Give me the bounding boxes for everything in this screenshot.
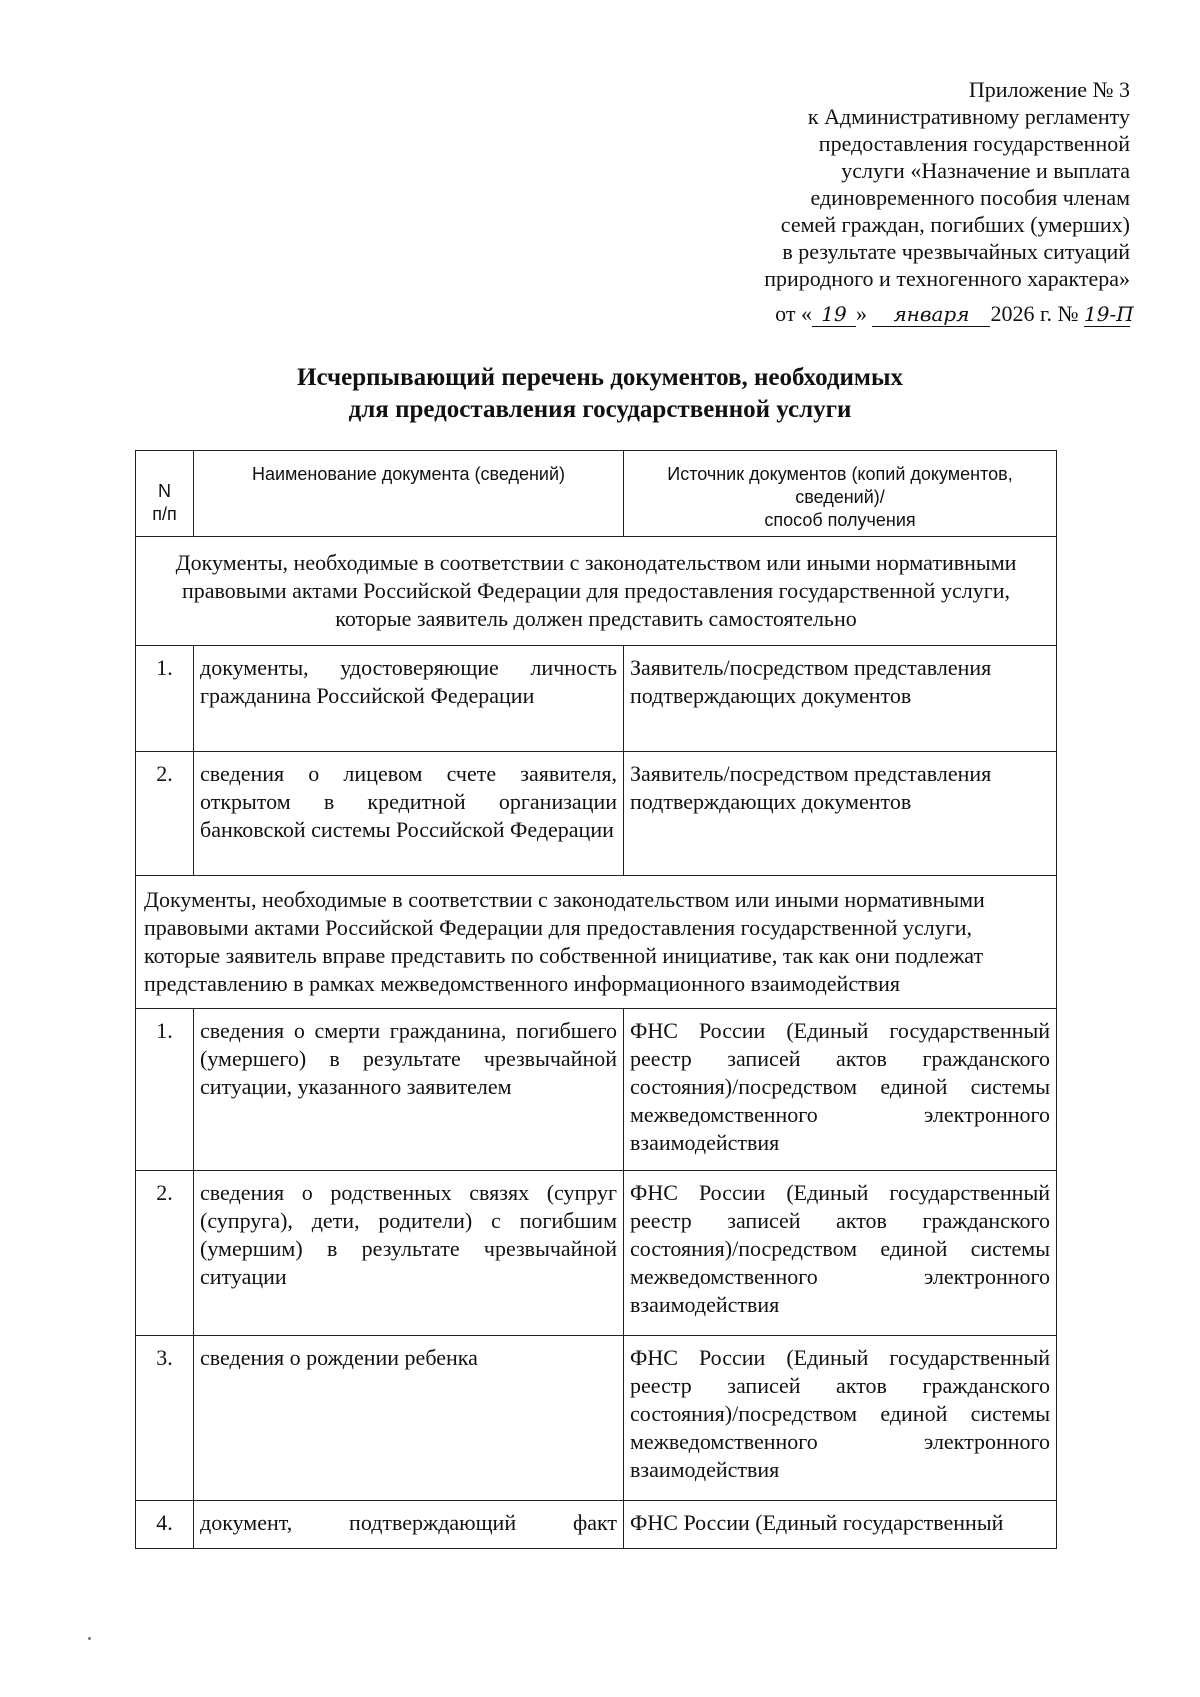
row-name: документ, подтверждающий факт — [194, 1501, 624, 1549]
table-row — [136, 1171, 1057, 1336]
row-name: сведения о родственных связях (супруг (супруга), дети, родители) с погибшим (умершим) в результате чрезвычайной ситуации — [194, 1171, 624, 1336]
table-row — [136, 1336, 1057, 1501]
row-source: ФНС России (Единый государственный реестр записей актов гражданского состояния)/посредством единой системы межведомственного электронного взаимодействия — [624, 1009, 1057, 1171]
appendix-line: природного и техногенного характера» — [764, 266, 1130, 291]
header-source-line-3: способ получения — [764, 510, 916, 530]
table-row — [136, 646, 1057, 752]
date-day-handwritten: 19 — [812, 302, 856, 327]
date-prefix: от « — [775, 301, 812, 326]
table-row — [136, 752, 1057, 876]
row-name: сведения о смерти гражданина, погибшего (умершего) в результате чрезвычайной ситуации, указанного заявителем — [194, 1009, 624, 1171]
document-number-handwritten: 19-П — [1084, 294, 1130, 327]
appendix-line: к Административному регламенту — [807, 104, 1130, 129]
date-month-handwritten: января — [872, 302, 990, 327]
header-num-line-1: N — [158, 481, 171, 501]
header-num-line-2: п/п — [152, 504, 177, 524]
section-row — [136, 537, 1057, 646]
header-name: Наименование документа (сведений) — [194, 451, 624, 537]
table-row — [136, 1009, 1057, 1171]
date-year: 2026 г. № — [990, 301, 1079, 326]
row-source: ФНС России (Единый государственный реестр записей актов гражданского состояния)/посредством единой системы межведомственного электронного взаимодействия — [624, 1171, 1057, 1336]
date-mid: » — [855, 301, 867, 326]
documents-table — [135, 450, 1057, 1549]
appendix-header — [690, 76, 1134, 327]
appendix-line: семей граждан, погибших (умерших) — [780, 212, 1130, 237]
row-num: 4. — [136, 1501, 194, 1549]
appendix-date-line — [690, 294, 1134, 327]
table-header-row — [136, 451, 1057, 537]
appendix-line: услуги «Назначение и выплата — [841, 158, 1130, 183]
appendix-line: Приложение № 3 — [968, 77, 1130, 102]
row-name: сведения о лицевом счете заявителя, открытом в кредитной организации банковской системы Российской Федерации — [194, 752, 624, 876]
header-source-line-2: сведений)/ — [795, 487, 885, 507]
appendix-line: в результате чрезвычайных ситуаций — [782, 239, 1130, 264]
section-1-title: Документы, необходимые в соответствии с законодательством или иными нормативными правовыми актами Российской Федерации для предоставления государственной услуги, которые заявитель должен представить самостоятельно — [136, 537, 1057, 646]
appendix-line: предоставления государственной — [818, 131, 1130, 156]
document-title — [0, 362, 1200, 426]
row-source: ФНС России (Единый государственный реестр записей актов гражданского состояния)/посредством единой системы межведомственного электронного взаимодействия — [624, 1336, 1057, 1501]
table-row — [136, 1501, 1057, 1549]
row-name: документы, удостоверяющие личность гражданина Российской Федерации — [194, 646, 624, 752]
section-2-title: Документы, необходимые в соответствии с законодательством или иными нормативными правовыми актами Российской Федерации для предоставления государственной услуги, которые заявитель вправе представить по собственной инициативе, так как они подлежат представлению в рамках межведомственного информационного взаимодействия — [136, 876, 1057, 1009]
row-source: ФНС России (Единый государственный — [624, 1501, 1057, 1549]
row-num: 1. — [136, 1009, 194, 1171]
row-num: 2. — [136, 752, 194, 876]
appendix-line: единовременного пособия членам — [810, 185, 1130, 210]
row-source: Заявитель/посредством представления подтверждающих документов — [624, 646, 1057, 752]
header-source-line-1: Источник документов (копий документов, — [667, 464, 1013, 484]
row-source: Заявитель/посредством представления подтверждающих документов — [624, 752, 1057, 876]
scan-speck — [88, 1637, 91, 1640]
section-row — [136, 876, 1057, 1009]
title-line-1: Исчерпывающий перечень документов, необходимых — [297, 364, 903, 391]
row-name: сведения о рождении ребенка — [194, 1336, 624, 1501]
title-line-2: для предоставления государственной услуги — [348, 396, 852, 423]
row-num: 1. — [136, 646, 194, 752]
header-num — [136, 451, 194, 537]
row-num: 2. — [136, 1171, 194, 1336]
header-source — [624, 451, 1057, 537]
row-num: 3. — [136, 1336, 194, 1501]
